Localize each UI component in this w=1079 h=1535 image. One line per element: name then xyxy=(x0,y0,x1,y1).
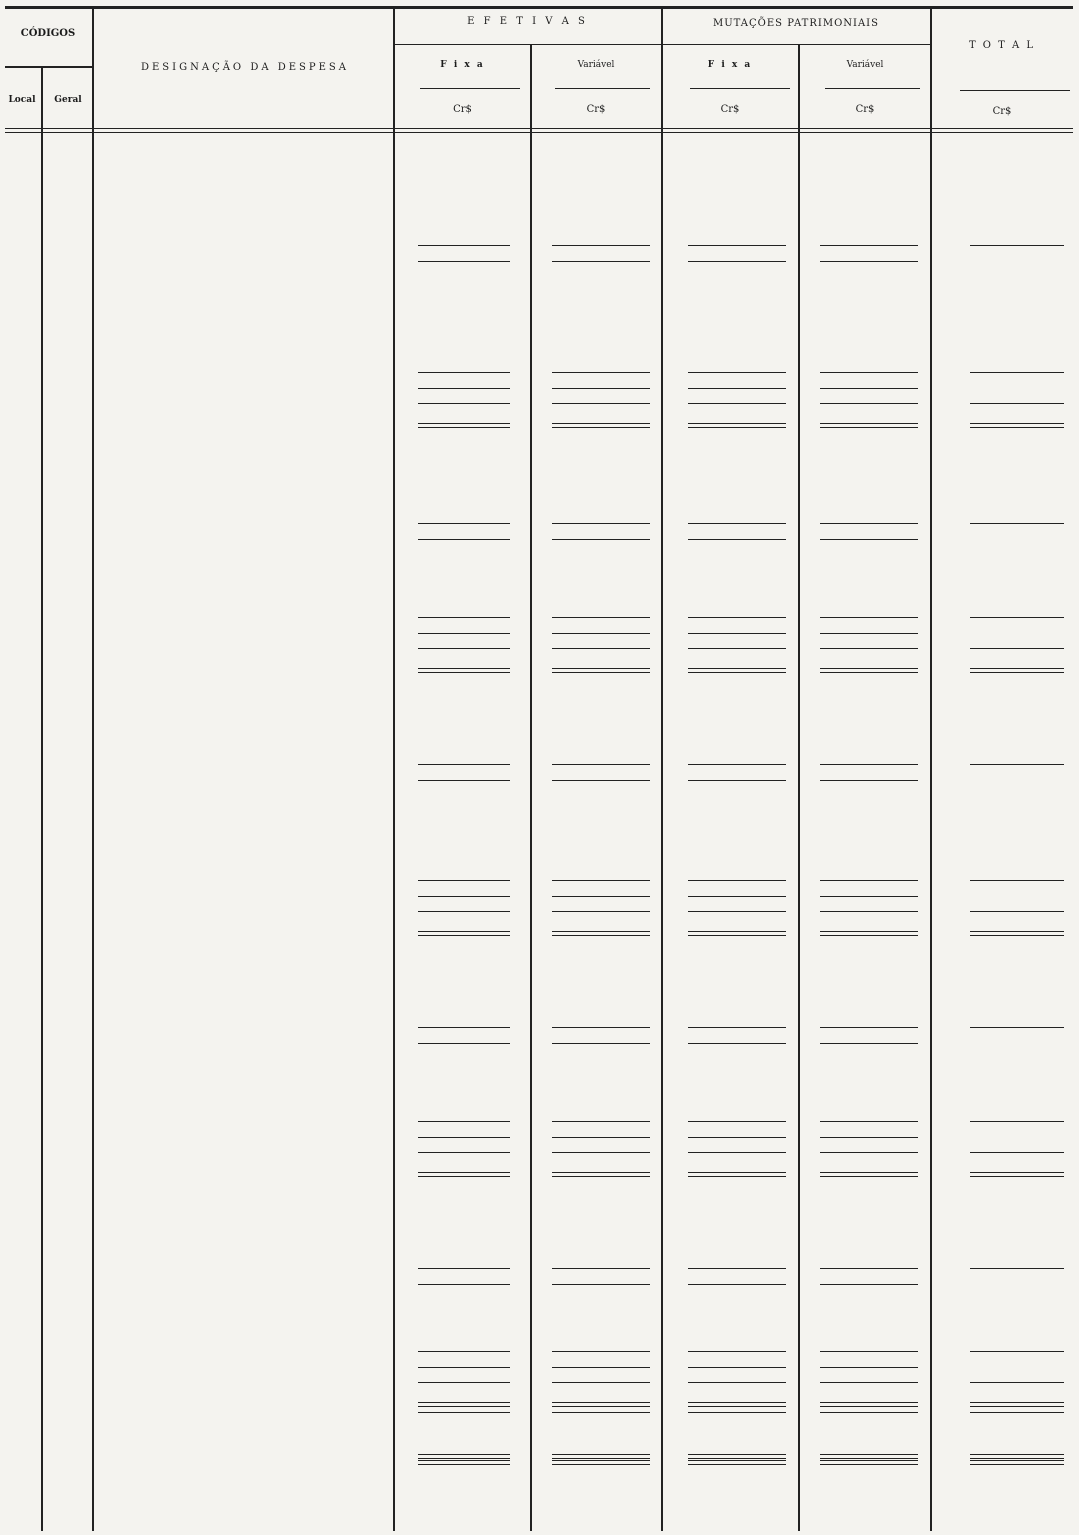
somadep-underline-evar xyxy=(552,931,650,936)
subhead-rule-4 xyxy=(825,88,920,89)
soma-underline-evar xyxy=(552,1367,650,1368)
soma-underline-mvar xyxy=(820,1367,918,1368)
grand-underline-mvar xyxy=(820,1454,918,1459)
soma-underline-mvar xyxy=(820,388,918,389)
somadep-underline-mvar xyxy=(820,1402,918,1407)
soma-underline-mvar xyxy=(820,539,918,540)
soma-rule-mvar xyxy=(820,617,918,618)
somadep-underline-total xyxy=(970,668,1064,673)
grand-rule-mvar xyxy=(820,1412,918,1413)
soma-rule-mvar xyxy=(820,523,918,524)
soma-underline-mvar xyxy=(820,1043,918,1044)
soma-underline-mfix xyxy=(688,1284,786,1285)
somadep-underline-efix xyxy=(418,1172,510,1177)
codigos-header: CÓDIGOS xyxy=(20,28,76,39)
somadep-rule-efix xyxy=(418,648,510,649)
somadep-rule-total xyxy=(970,1382,1064,1383)
top-border xyxy=(5,6,1073,9)
grand-underline-efix xyxy=(418,1454,510,1459)
soma-underline-efix xyxy=(418,1137,510,1138)
grand-underline-mfix xyxy=(688,1454,786,1459)
col-line-geral xyxy=(92,8,94,1531)
somadep-underline-efix xyxy=(418,668,510,673)
somadep-underline-mvar xyxy=(820,931,918,936)
somadep-underline-total xyxy=(970,423,1064,428)
soma-rule-efix xyxy=(418,880,510,881)
soma-underline-evar xyxy=(552,261,650,262)
somadep-rule-total xyxy=(970,648,1064,649)
mutacoes-variavel-header: Variável xyxy=(846,60,884,70)
soma-rule-mvar xyxy=(820,1121,918,1122)
currency-mfixa: Cr$ xyxy=(720,104,740,115)
efetivas-variavel-header: Variável xyxy=(577,60,615,70)
soma-underline-evar xyxy=(552,388,650,389)
soma-underline-mvar xyxy=(820,261,918,262)
soma-underline-mfix xyxy=(688,388,786,389)
soma-rule-mfix xyxy=(688,764,786,765)
soma-rule-evar xyxy=(552,372,650,373)
soma-rule-efix xyxy=(418,1027,510,1028)
somadep-underline-mvar xyxy=(820,423,918,428)
currency-fixa: Cr$ xyxy=(453,104,472,115)
soma-rule-mfix xyxy=(688,523,786,524)
somadep-rule-total xyxy=(970,1152,1064,1153)
grand-underline-evar xyxy=(552,1454,650,1459)
soma-underline-mvar xyxy=(820,633,918,634)
somadep-underline-total xyxy=(970,1402,1064,1407)
soma-underline-evar xyxy=(552,896,650,897)
soma-rule-efix xyxy=(418,1268,510,1269)
soma-rule-efix xyxy=(418,372,510,373)
mutacoes-header: MUTAÇÕES PATRIMONIAIS xyxy=(713,18,879,29)
soma-rule-total xyxy=(970,1268,1064,1269)
somadep-underline-mvar xyxy=(820,1172,918,1177)
soma-rule-mfix xyxy=(688,1268,786,1269)
soma-rule-evar xyxy=(552,764,650,765)
somadep-underline-mvar xyxy=(820,668,918,673)
somadep-rule-mvar xyxy=(820,648,918,649)
designacao-header: DESIGNAÇÃO DA DESPESA xyxy=(140,62,349,73)
somadep-underline-evar xyxy=(552,1172,650,1177)
col-line-mfixa xyxy=(798,44,800,1531)
soma-rule-mfix xyxy=(688,1121,786,1122)
grand-underline2-mfix xyxy=(688,1460,786,1465)
soma-underline-mfix xyxy=(688,1043,786,1044)
somadep-rule-evar xyxy=(552,1152,650,1153)
soma-underline-mfix xyxy=(688,261,786,262)
soma-rule-mvar xyxy=(820,245,918,246)
grand-underline2-total xyxy=(970,1460,1064,1465)
somadep-rule-mfix xyxy=(688,648,786,649)
soma-underline-evar xyxy=(552,780,650,781)
somadep-rule-total xyxy=(970,403,1064,404)
efetivas-fixa-header: F i x a xyxy=(440,60,485,70)
soma-rule-mvar xyxy=(820,1351,918,1352)
somadep-rule-evar xyxy=(552,403,650,404)
somadep-underline-evar xyxy=(552,423,650,428)
col-line-local xyxy=(41,66,43,1531)
soma-rule-mvar xyxy=(820,1027,918,1028)
soma-rule-evar xyxy=(552,880,650,881)
subhead-rule-3 xyxy=(690,88,790,89)
subhead-rule-1 xyxy=(420,88,520,89)
soma-rule-evar xyxy=(552,1027,650,1028)
soma-rule-mfix xyxy=(688,1027,786,1028)
somadep-rule-mfix xyxy=(688,1382,786,1383)
somadep-rule-mvar xyxy=(820,403,918,404)
total-header: T O T A L xyxy=(968,40,1036,51)
grand-rule-total xyxy=(970,1412,1064,1413)
col-line-efixa xyxy=(530,44,532,1531)
soma-rule-mvar xyxy=(820,372,918,373)
mutacoes-fixa-header: F i x a xyxy=(707,60,753,70)
somadep-rule-evar xyxy=(552,911,650,912)
grand-rule-efix xyxy=(418,1412,510,1413)
somadep-rule-efix xyxy=(418,911,510,912)
soma-underline-mvar xyxy=(820,780,918,781)
soma-rule-mvar xyxy=(820,1268,918,1269)
soma-rule-total xyxy=(970,880,1064,881)
somadep-rule-mvar xyxy=(820,911,918,912)
soma-rule-total xyxy=(970,617,1064,618)
somadep-underline-evar xyxy=(552,1402,650,1407)
soma-underline-evar xyxy=(552,633,650,634)
col-line-mvar xyxy=(930,8,932,1531)
somadep-rule-mvar xyxy=(820,1152,918,1153)
soma-underline-mvar xyxy=(820,1284,918,1285)
somadep-underline-efix xyxy=(418,423,510,428)
soma-underline-mfix xyxy=(688,633,786,634)
soma-underline-mvar xyxy=(820,1137,918,1138)
currency-total: Cr$ xyxy=(992,106,1012,117)
soma-underline-mfix xyxy=(688,896,786,897)
somadep-rule-efix xyxy=(418,1382,510,1383)
soma-underline-mfix xyxy=(688,539,786,540)
grand-underline-total xyxy=(970,1454,1064,1459)
soma-underline-efix xyxy=(418,896,510,897)
somadep-underline-efix xyxy=(418,931,510,936)
somadep-underline-total xyxy=(970,1172,1064,1177)
soma-rule-total xyxy=(970,1351,1064,1352)
soma-rule-evar xyxy=(552,1268,650,1269)
soma-rule-evar xyxy=(552,245,650,246)
soma-underline-efix xyxy=(418,1284,510,1285)
soma-rule-total xyxy=(970,1027,1064,1028)
somadep-rule-evar xyxy=(552,648,650,649)
somadep-rule-evar xyxy=(552,1382,650,1383)
currency-mvariavel: Cr$ xyxy=(855,104,875,115)
grand-rule-mfix xyxy=(688,1412,786,1413)
somadep-underline-efix xyxy=(418,1402,510,1407)
somadep-rule-mvar xyxy=(820,1382,918,1383)
somadep-underline-mfix xyxy=(688,1172,786,1177)
soma-rule-efix xyxy=(418,245,510,246)
soma-rule-mfix xyxy=(688,1351,786,1352)
soma-rule-evar xyxy=(552,1121,650,1122)
subhead-rule-2 xyxy=(555,88,650,89)
currency-variavel: Cr$ xyxy=(586,104,606,115)
geral-header: Geral xyxy=(54,95,82,105)
grand-rule-evar xyxy=(552,1412,650,1413)
grand-underline2-mvar xyxy=(820,1460,918,1465)
soma-underline-mfix xyxy=(688,1137,786,1138)
local-header: Local xyxy=(8,95,36,105)
soma-rule-mvar xyxy=(820,880,918,881)
soma-rule-total xyxy=(970,523,1064,524)
soma-rule-total xyxy=(970,245,1064,246)
soma-underline-efix xyxy=(418,780,510,781)
somadep-rule-efix xyxy=(418,1152,510,1153)
soma-rule-mfix xyxy=(688,245,786,246)
soma-underline-efix xyxy=(418,388,510,389)
somadep-underline-evar xyxy=(552,668,650,673)
soma-rule-efix xyxy=(418,764,510,765)
soma-rule-efix xyxy=(418,617,510,618)
somadep-rule-mfix xyxy=(688,403,786,404)
soma-rule-mvar xyxy=(820,764,918,765)
soma-rule-efix xyxy=(418,523,510,524)
somadep-underline-mfix xyxy=(688,931,786,936)
somadep-rule-mfix xyxy=(688,1152,786,1153)
efetivas-header: E F E T I V A S xyxy=(467,16,588,27)
soma-rule-total xyxy=(970,764,1064,765)
soma-underline-evar xyxy=(552,1137,650,1138)
somadep-underline-mfix xyxy=(688,1402,786,1407)
soma-underline-efix xyxy=(418,633,510,634)
soma-underline-evar xyxy=(552,1043,650,1044)
somadep-rule-mfix xyxy=(688,911,786,912)
codigos-rule xyxy=(5,66,92,68)
soma-underline-efix xyxy=(418,1367,510,1368)
soma-underline-mvar xyxy=(820,896,918,897)
somadep-rule-efix xyxy=(418,403,510,404)
grand-underline2-evar xyxy=(552,1460,650,1465)
soma-underline-efix xyxy=(418,261,510,262)
soma-rule-efix xyxy=(418,1121,510,1122)
soma-rule-total xyxy=(970,1121,1064,1122)
somadep-underline-mfix xyxy=(688,668,786,673)
grand-underline2-efix xyxy=(418,1460,510,1465)
col-line-evar xyxy=(661,8,663,1531)
soma-underline-mfix xyxy=(688,1367,786,1368)
header-double-rule xyxy=(5,128,1073,133)
soma-rule-total xyxy=(970,372,1064,373)
col-line-designacao xyxy=(393,8,395,1531)
soma-underline-efix xyxy=(418,1043,510,1044)
soma-rule-evar xyxy=(552,523,650,524)
soma-rule-mfix xyxy=(688,617,786,618)
somadep-underline-mfix xyxy=(688,423,786,428)
somadep-rule-total xyxy=(970,911,1064,912)
soma-rule-evar xyxy=(552,617,650,618)
soma-underline-evar xyxy=(552,539,650,540)
soma-rule-evar xyxy=(552,1351,650,1352)
somadep-underline-total xyxy=(970,931,1064,936)
soma-underline-efix xyxy=(418,539,510,540)
soma-rule-mfix xyxy=(688,880,786,881)
subhead-rule-5 xyxy=(960,90,1070,91)
soma-rule-mfix xyxy=(688,372,786,373)
soma-rule-efix xyxy=(418,1351,510,1352)
soma-underline-mfix xyxy=(688,780,786,781)
soma-underline-evar xyxy=(552,1284,650,1285)
